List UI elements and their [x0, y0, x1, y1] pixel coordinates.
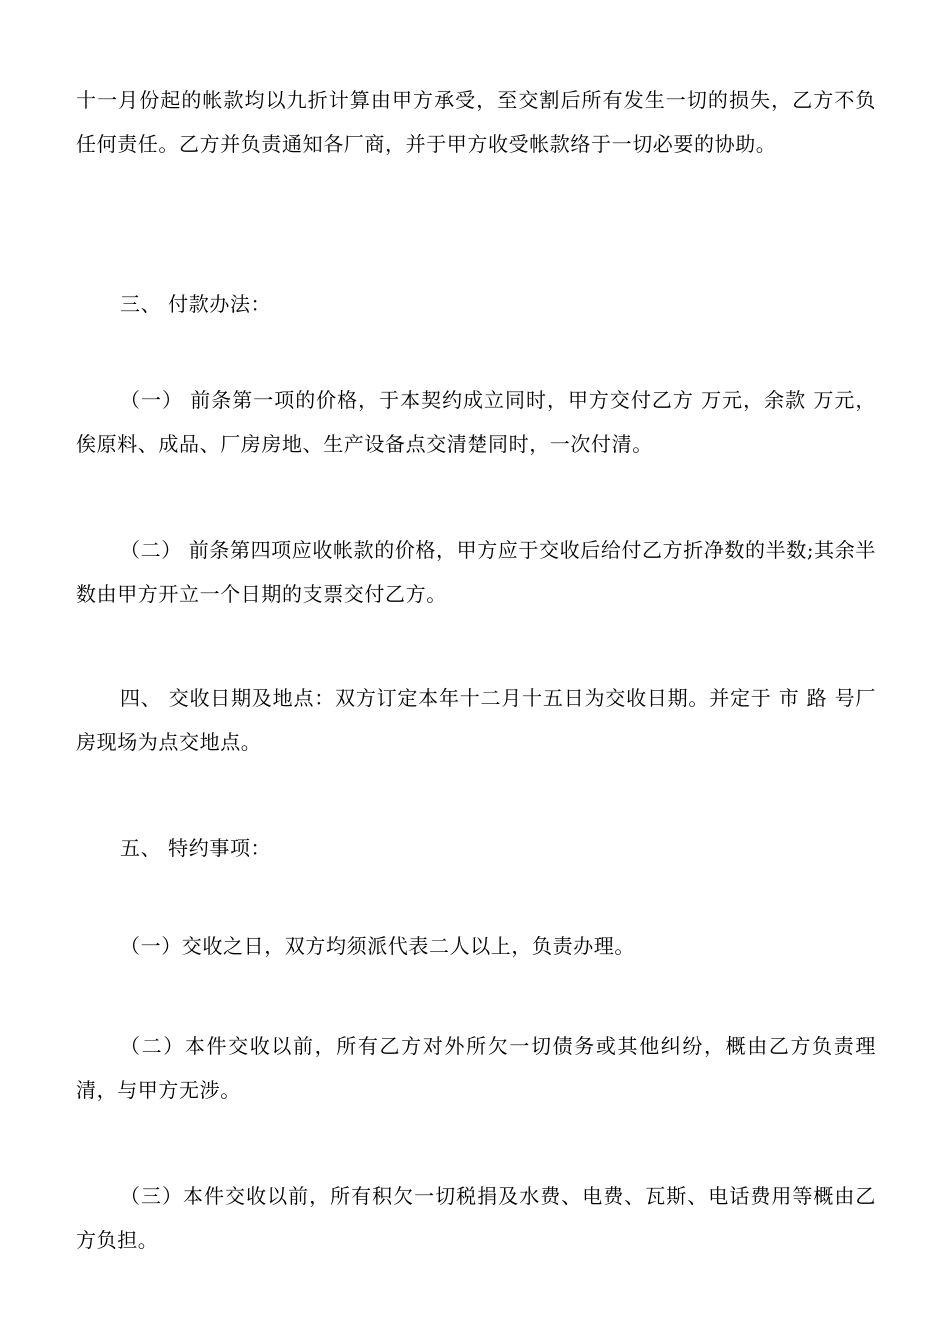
- paragraph-special-item-1: （一）交收之日，双方均须派代表二人以上，负责办理。: [120, 934, 635, 958]
- heading-payment-method: 三、 付款办法：: [120, 292, 272, 316]
- paragraph-accounts-receivable: 十一月份起的帐款均以九折计算由甲方承受，至交割后所有发生一切的损失，乙方不负任何责任。乙方并负责通知各厂商，并于甲方收受帐款络于一切必要的协助。: [76, 88, 876, 156]
- paragraph-special-item-3: （三）本件交收以前，所有积欠一切税捐及水费、电费、瓦斯、电话费用等概由乙方负担。: [76, 1184, 876, 1252]
- paragraph-special-item-2: （二）本件交收以前，所有乙方对外所欠一切债务或其他纠纷，概由乙方负责理清，与甲方无涉。: [76, 1034, 876, 1102]
- heading-special-terms: 五、 特约事项：: [120, 836, 272, 860]
- paragraph-payment-item-2: （二） 前条第四项应收帐款的价格，甲方应于交收后给付乙方折净数的半数;其余半数由甲方开立一个日期的支票交付乙方。: [76, 538, 876, 606]
- paragraph-payment-item-1: （一） 前条第一项的价格，于本契约成立同时，甲方交付乙方 万元，余款 万元，俟原料、成品、厂房房地、生产设备点交清楚同时，一次付清。: [76, 388, 876, 456]
- paragraph-delivery-date-location: 四、 交收日期及地点：双方订定本年十二月十五日为交收日期。并定于 市 路 号厂房现场为点交地点。: [76, 686, 876, 754]
